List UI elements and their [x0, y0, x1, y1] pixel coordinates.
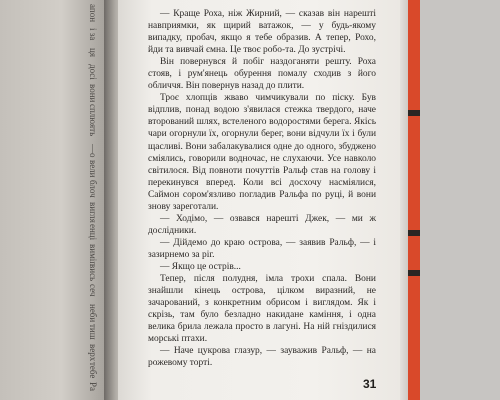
left-page-fragment: сплю [88, 104, 98, 125]
left-page-fragment: виміп [88, 244, 98, 267]
left-page-fragment: ять [88, 124, 98, 137]
left-page-fragment: Ра [88, 382, 98, 391]
left-page-fragment: блоч [88, 180, 98, 198]
paragraph: — Краще Роха, ніж Жирний, — сказав він нарешті навприямки, як щирий ватажок, — у будь-якому випадку, пробач, якщо я тебе образив. А тепер, Рохо, йди та вивчай ємна. Це твоє робо-та. До зустрічі. [148, 9, 376, 56]
left-page-fragment: енці [88, 224, 98, 241]
left-page-fragment: тиш [88, 324, 98, 340]
page-number: 31 [363, 377, 377, 391]
left-page-fragment: верх [88, 344, 98, 362]
left-page-fragment: —о [88, 144, 98, 158]
page-text [148, 8, 376, 369]
background-surface [408, 0, 500, 400]
left-page-fragment: вись [88, 264, 98, 282]
left-page-fragment: вели [88, 160, 98, 178]
left-page-fragment: сеч [88, 284, 98, 297]
cover-stripe [408, 230, 420, 236]
cover-stripe [408, 270, 420, 276]
book-cover-edge [408, 0, 420, 400]
paragraph: — Дійдемо до краю острова, — заявив Ральф, — і зазирнемо за ріг. [148, 237, 376, 260]
left-page-fragment: тебе [88, 362, 98, 379]
paragraph: — Ходімо, — озвався нарешті Джек, — ми ж дослідники. [148, 213, 376, 236]
left-page-fragment: ця [88, 48, 98, 57]
left-page-fragment: неби [88, 304, 98, 323]
left-page-fragment: апон [88, 4, 98, 23]
paragraph: — Наче цукрова глазур, — зауважив Ральф, — на рожевому торті. [148, 346, 376, 369]
left-page-fragment: вони [88, 84, 98, 103]
left-page [0, 0, 112, 400]
paragraph: Він повернувся й побіг наздоганяти решту. Роха стояв, і рум'янець обурення помалу сходив з його обличчя. Він повернув назад до плити. [148, 57, 376, 92]
left-page-fragment: досі [88, 64, 98, 80]
paragraph: Троє хлопців жваво чимчикували по піску. Був відплив, понад водою з'явилася стежка твердого, наче вторований шлях, встеленого водоростями берега. Якісь чари огорнули їх, огорнули берег, вони відчули їх і були щасливі. Вони забалакувалися одне до одного, збуджено сміялись, говорили водночас, не слухаючи. Усе навколо світилося. Від повноти почуттів Ральф став на голову і перекинувся вперед. Коли всі досхочу насміялися, Саймон сором'язливо погладив Ральфа по руці, й вони знову зареготали. [148, 93, 376, 212]
paragraph: — Якщо це острів... [160, 261, 241, 272]
left-page-fragment: вигля [88, 202, 98, 223]
paragraph: Тепер, після полудня, імла трохи спала. Вони знайшли кінець острова, цілком виразний, не зачарований, з конкретним обрисом і виглядом. Як і скрізь, там було безладно накидане каміння, і одна велика брила лежала просто в лагуні. На ній гніздилися морські птахи. [148, 274, 376, 345]
cover-stripe [408, 110, 420, 116]
left-page-fragment: і за [88, 28, 98, 41]
